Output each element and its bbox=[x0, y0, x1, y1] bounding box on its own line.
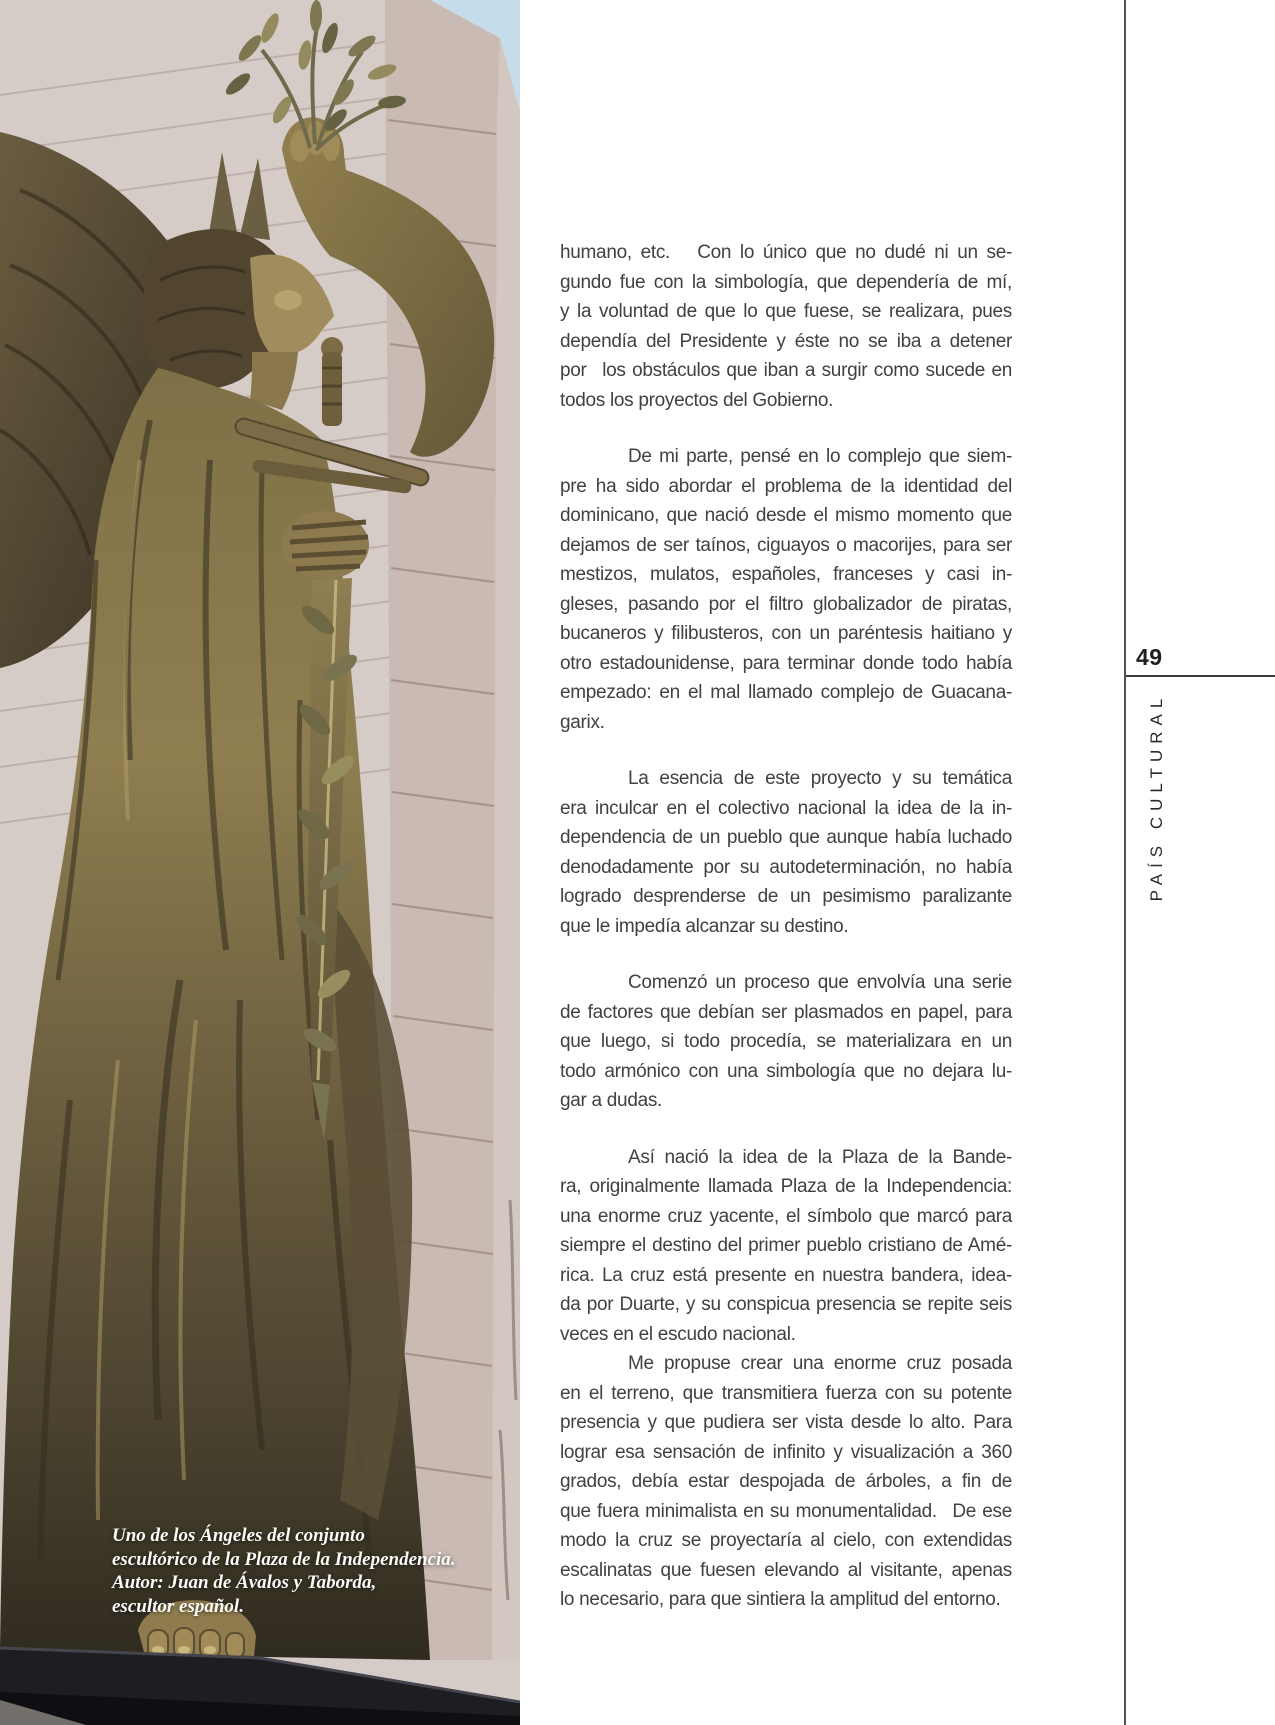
text-line: gar a dudas. bbox=[560, 1090, 663, 1111]
text-line: garix. bbox=[560, 711, 605, 733]
text-line: pre ha sido abordar el problema de la identidad del bbox=[560, 475, 1012, 497]
text-line: gleses, pasando por el filtro globalizador de piratas, bbox=[560, 593, 1012, 615]
text-line: De mi parte, pensé en lo complejo que siem- bbox=[628, 446, 1012, 467]
caption-line: Uno de los Ángeles del conjunto bbox=[112, 1525, 365, 1546]
text-line: por los obstáculos que iban a surgir como sucede en bbox=[560, 360, 1012, 381]
text-line: escalinatas que fuesen elevando al visitante, apenas bbox=[560, 1559, 1012, 1581]
text-line: que le impedía alcanzar su destino. bbox=[560, 915, 849, 937]
text-line: dependencia de un pueblo que aunque había luchado bbox=[560, 827, 1012, 848]
text-line: todo armónico con una simbología que no dejara lu- bbox=[560, 1060, 1012, 1082]
caption-line: escultórico de la Plaza de la Independencia. bbox=[112, 1548, 456, 1570]
text-line: da por Duarte, y su conspicua presencia se repite seis bbox=[560, 1294, 1012, 1315]
paragraph bbox=[560, 1349, 1012, 1615]
cheek-highlight bbox=[274, 290, 302, 310]
text-line: dejamos de ser taínos, ciguayos o macorijes, para ser bbox=[560, 534, 1012, 556]
text-line: presencia y que pudiera ser vista desde lo alto. Para bbox=[560, 1412, 1012, 1433]
paragraph bbox=[560, 442, 1012, 737]
text-line: modo la cruz se proyectaría al cielo, con extendidas bbox=[560, 1530, 1012, 1551]
text-line: que luego, si todo procedía, se materializara en un bbox=[560, 1031, 1012, 1052]
page-number: 49 bbox=[1136, 644, 1163, 670]
section-label: PAÍS CULTURAL bbox=[1147, 692, 1166, 902]
text-line: logrado desprenderse de un pesimismo paralizante bbox=[560, 886, 1012, 907]
text-line: gundo fue con la simbología, que dependería de mí, bbox=[560, 271, 1012, 293]
text-line: era inculcar en el colectivo nacional la idea de la in- bbox=[560, 797, 1012, 819]
text-line: empezado: en el mal llamado complejo de Guacana- bbox=[560, 682, 1012, 703]
text-line: y la voluntad de que lo que fuese, se realizara, pues bbox=[560, 301, 1012, 322]
statue-photo-image bbox=[0, 0, 520, 1725]
sword-grip bbox=[322, 352, 342, 426]
paragraph bbox=[560, 968, 1012, 1116]
paragraph bbox=[560, 764, 1012, 941]
article-body bbox=[560, 238, 1012, 1615]
text-line: lo necesario, para que sintiera la amplitud del entorno. bbox=[560, 1589, 1001, 1610]
statue-photo bbox=[0, 0, 520, 1725]
text-line: lograr esa sensación de infinito y visualización a 360 bbox=[560, 1441, 1012, 1463]
sidebar-vertical-rule bbox=[1124, 0, 1126, 1725]
text-line: todos los proyectos del Gobierno. bbox=[560, 389, 834, 411]
caption-line: escultor español. bbox=[112, 1595, 244, 1617]
text-line: mestizos, mulatos, españoles, franceses y casi in- bbox=[560, 564, 1012, 585]
text-line: de factores que debían ser plasmados en papel, para bbox=[560, 1001, 1012, 1023]
text-line: que fuera minimalista en su monumentalidad. De ese bbox=[560, 1500, 1012, 1522]
text-line: Así nació la idea de la Plaza de la Bande- bbox=[628, 1146, 1012, 1168]
text-line: bucaneros y filibusteros, con un paréntesis haitiano y bbox=[560, 623, 1012, 644]
folio-horizontal-rule bbox=[1126, 675, 1275, 677]
text-line: grados, debía estar despojada de árboles, a fin de bbox=[560, 1471, 1012, 1492]
text-line: dominicano, que nació desde el mismo momento que bbox=[560, 505, 1012, 526]
text-line: rica. La cruz está presente en nuestra bandera, idea- bbox=[560, 1264, 1012, 1286]
text-line: en el terreno, que transmitiera fuerza con su potente bbox=[560, 1382, 1012, 1404]
caption-line: Autor: Juan de Ávalos y Taborda, bbox=[112, 1572, 377, 1593]
paragraph bbox=[560, 238, 1012, 415]
text-line: siempre el destino del primer pueblo cristiano de Amé- bbox=[560, 1235, 1012, 1256]
text-line: Comenzó un proceso que envolvía una serie bbox=[628, 972, 1012, 993]
text-line: La esencia de este proyecto y su temática bbox=[628, 768, 1012, 789]
text-line: veces en el escudo nacional. bbox=[560, 1323, 796, 1345]
text-line: una enorme cruz yacente, el símbolo que marcó para bbox=[560, 1205, 1012, 1227]
text-line: ra, originalmente llamada Plaza de la Independencia: bbox=[560, 1176, 1012, 1197]
text-line: Me propuse crear una enorme cruz posada bbox=[628, 1353, 1012, 1374]
text-line: humano, etc. Con lo único que no dudé ni un se- bbox=[560, 242, 1012, 263]
text-line: dependía del Presidente y éste no se iba a detener bbox=[560, 330, 1012, 352]
text-line: denodadamente por su autodeterminación, no había bbox=[560, 856, 1012, 878]
paragraph bbox=[560, 1143, 1012, 1350]
photo-caption bbox=[112, 1524, 502, 1618]
text-line: otro estadounidense, para terminar donde todo había bbox=[560, 652, 1012, 674]
